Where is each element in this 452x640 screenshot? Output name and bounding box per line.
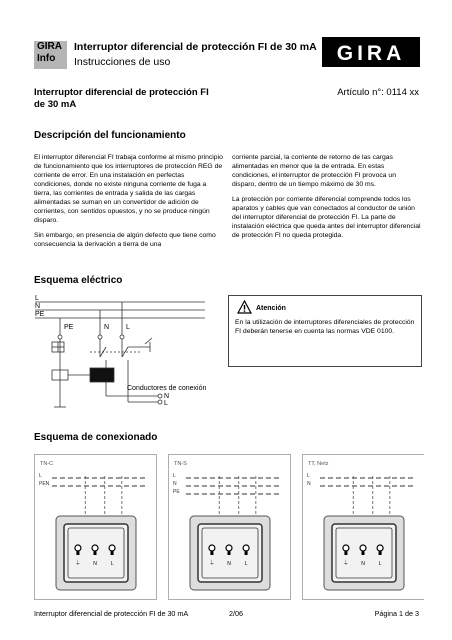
connection-panel (169, 455, 291, 600)
schematic-heading: Esquema eléctrico (34, 275, 123, 286)
socket-label: L (378, 561, 382, 567)
gira-logo (322, 37, 420, 67)
terminal (209, 545, 215, 551)
output-label-N: N (164, 393, 170, 400)
electrical-schematic (30, 292, 220, 422)
panel-line-label: L (173, 473, 176, 479)
terminal-screw (362, 551, 365, 555)
terminal-screw (379, 551, 382, 555)
footer-date: 2/06 (229, 609, 243, 618)
terminal (243, 545, 249, 551)
terminal (377, 545, 383, 551)
socket-label: N (93, 561, 97, 567)
panel-line-label: PE (173, 489, 180, 495)
article-number: Artículo n°: 0114 xx (337, 87, 419, 98)
terminal-label-PE: PE (64, 324, 74, 331)
terminal (75, 545, 81, 551)
panel-line-label: L (307, 473, 310, 479)
terminal (109, 545, 115, 551)
document-subtitle: Instrucciones de uso (74, 56, 171, 68)
terminal (343, 545, 349, 551)
terminal-screw (245, 551, 248, 555)
panel-label: TT, Netz (308, 461, 329, 467)
badge-line-1: GIRA (37, 41, 62, 52)
terminal-label-N: N (104, 324, 110, 331)
product-name: Interruptor diferencial de protección FI de 30 mA (34, 87, 209, 110)
socket-label: L (110, 561, 114, 567)
earth-icon: ⏚ (208, 560, 215, 567)
connection-diagrams (34, 454, 424, 600)
terminal (226, 545, 232, 551)
schematic-label-PE: PE (35, 311, 45, 318)
connection-panel (35, 455, 157, 600)
socket-label: N (361, 561, 365, 567)
attention-title: Atención (256, 305, 286, 312)
panel-line-label: N (307, 481, 311, 487)
terminal-screw (76, 551, 79, 555)
description-paragraph: corriente parcial, la corriente de retorno de las cargas alimentadas en menor que la de entrada. En estas condiciones, el interruptor de protección FI provoca un disparo, dentro de un tiempo máximo de 30 ms. (232, 154, 396, 188)
earth-icon: ⏚ (74, 560, 81, 567)
terminal-screw (228, 551, 231, 555)
schematic-label-N: N (35, 303, 41, 310)
schematic-label-L: L (35, 295, 39, 302)
terminal (92, 545, 98, 551)
attention-box (228, 295, 422, 367)
panel-line-label: L (39, 473, 42, 479)
badge-line-2: Info (37, 53, 56, 64)
panel-line-label: N (173, 481, 177, 487)
terminal (360, 545, 366, 551)
conductors-label: Conductores de conexión (127, 385, 207, 392)
socket-label: N (227, 561, 231, 567)
earth-icon: ⏚ (342, 560, 349, 567)
connection-panel (303, 455, 425, 600)
document-title: Interruptor diferencial de protección FI de 30 mA (74, 41, 317, 53)
terminal-screw (344, 551, 347, 555)
panel-label: TN-S (174, 461, 187, 467)
output-label-L: L (164, 400, 168, 407)
description-left-column (34, 153, 224, 255)
panel-label: TN-C (40, 461, 54, 467)
description-heading: Descripción del funcionamiento (34, 130, 186, 141)
panel-line-label: PEN (39, 481, 50, 487)
attention-text: En la utilización de interruptores diferenciales de protección FI deberán tenerse en cuenta las normas VDE 0100. (235, 319, 415, 335)
description-right-column (232, 153, 422, 246)
footer-title: Interruptor diferencial de protección FI de 30 mA (34, 609, 189, 618)
socket-label: L (244, 561, 248, 567)
gira-info-badge (34, 41, 67, 69)
connection-heading: Esquema de conexionado (34, 432, 158, 443)
description-paragraph: El interruptor diferencial FI trabaja conforme al mismo principio de funcionamiento que los interruptores de protección REG de corriente de error. En una instalación en perfectas condiciones, donde no existe ninguna corriente de fuga a tierra, las corrientes de entrada y salida de las cargas alimentadas se suman en un convertidor de adición de corrientes, con sentidos opuestos, y no se produce ningún disparo. (34, 154, 223, 224)
warning-icon (237, 300, 252, 314)
description-paragraph: La protección por corriente diferencial comprende todos los aparatos y cables que van conectados al conductor de unión del interruptor diferencial de protección FI. La parte de instalación eléctrica que queda antes del interruptor diferencial de protección FI no queda protegida. (232, 196, 421, 239)
terminal-screw (111, 551, 114, 555)
terminal-label-L: L (126, 324, 130, 331)
terminal-screw (210, 551, 213, 555)
description-paragraph: Sin embargo, en presencia de algún defecto que tiene como consecuencia la derivación a tierra de una (34, 232, 216, 248)
footer-page: Página 1 de 3 (374, 609, 419, 618)
logo-text: GIRA (336, 42, 406, 65)
terminal-screw (94, 551, 97, 555)
